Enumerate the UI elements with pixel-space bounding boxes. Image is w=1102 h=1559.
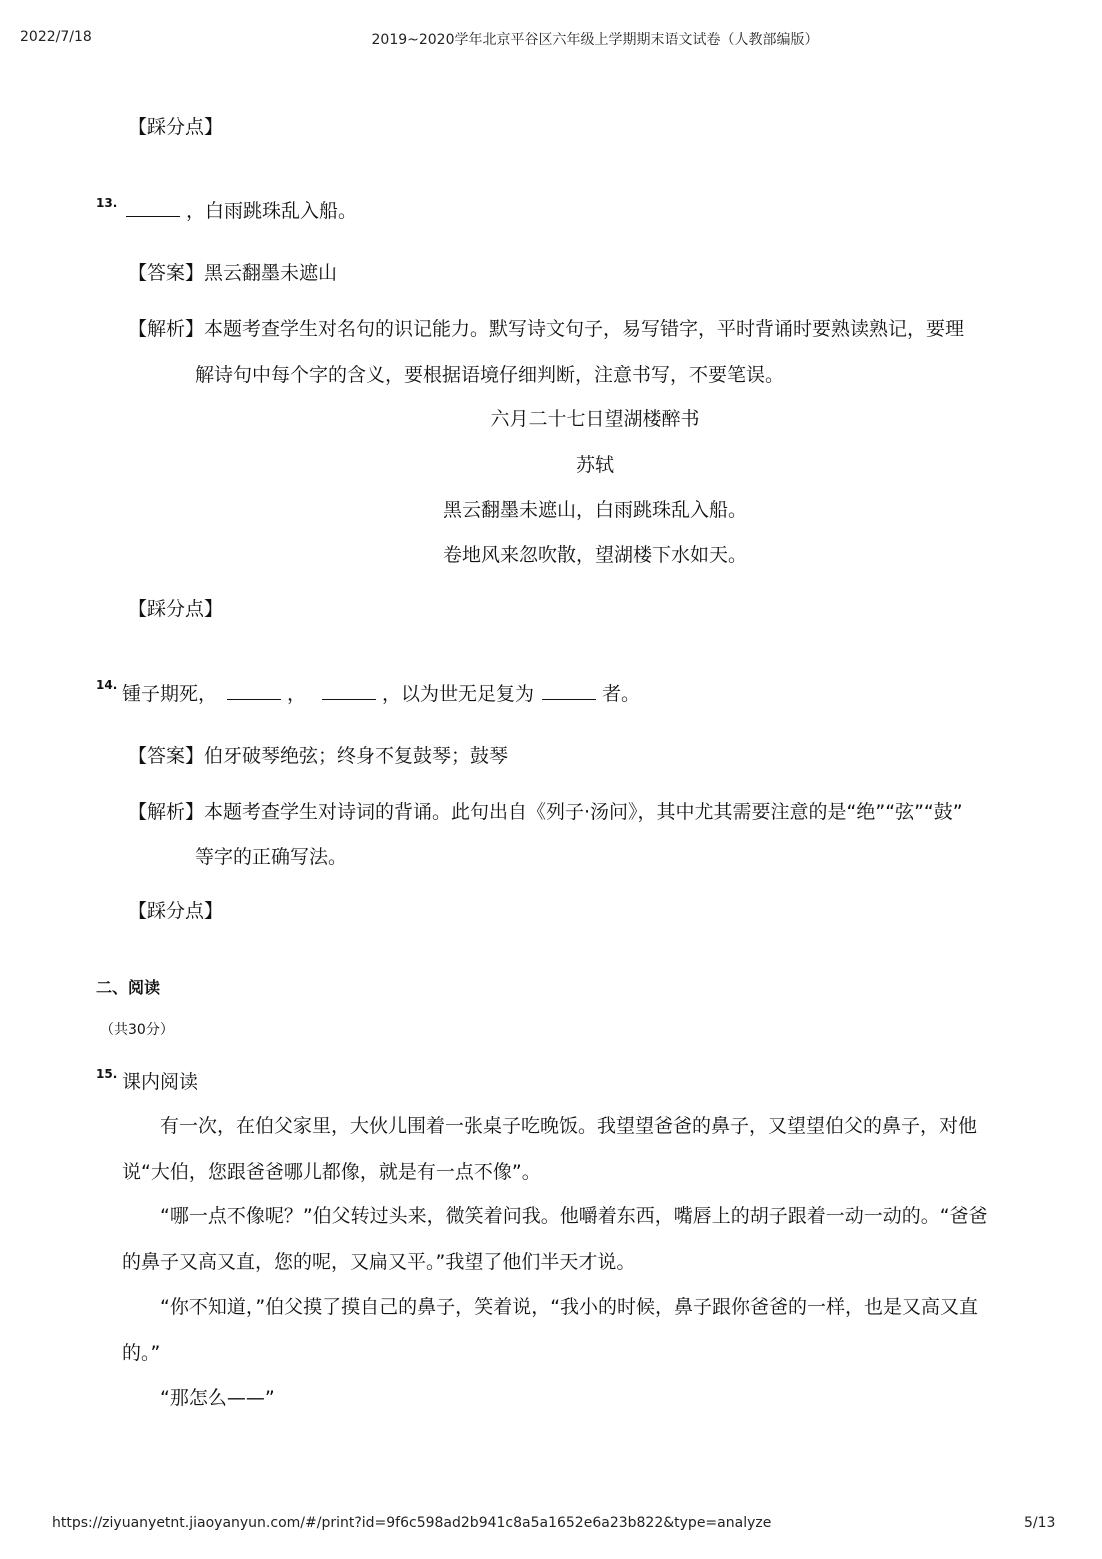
score-point-label: 【踩分点】 (128, 116, 224, 138)
section-points: （共30分） (100, 1022, 174, 1038)
question-text: ， (287, 683, 307, 705)
poem-title: 六月二十七日望湖楼醉书 (490, 408, 700, 430)
analysis-text: 【解析】本题考查学生对名句的识记能力。默写诗文句子，易写错字，平时背诵时要熟读熟记，要理 (128, 318, 965, 340)
passage-line: 说“大伯，您跟爸爸哪儿都像，就是有一点不像”。 (122, 1161, 541, 1183)
question-text: ，白雨跳珠乱入船。 (186, 200, 358, 222)
page-number: 5/13 (1024, 1515, 1056, 1531)
question-14-text (122, 680, 640, 708)
section-heading: 二、阅读 (96, 978, 161, 997)
print-date: 2022/7/18 (20, 29, 92, 45)
source-url[interactable]: https://ziyuanyetnt.jiaoyanyun.com/#/print?id=9f6c598ad2b941c8a5a1652e6a23b822&type=analyze (52, 1515, 772, 1531)
answer-text: 【答案】黑云翻墨未遮山 (128, 262, 338, 284)
passage-line: 的。” (122, 1342, 161, 1364)
poem-author: 苏轼 (575, 454, 614, 476)
question-title: 课内阅读 (122, 1071, 199, 1093)
passage-line: “你不知道，”伯父摸了摸自己的鼻子，笑着说，“我小的时候，鼻子跟你爸爸的一样，也是又高又直 (160, 1296, 979, 1318)
answer-text: 【答案】伯牙破琴绝弦；终身不复鼓琴；鼓琴 (128, 745, 509, 767)
question-text: ，以为世无足复为 (382, 683, 535, 705)
passage-line: “哪一点不像呢？”伯父转过头来，微笑着问我。他嚼着东西，嘴唇上的胡子跟着一动一动的。“爸爸 (160, 1205, 988, 1227)
analysis-text-continued: 等字的正确写法。 (195, 846, 348, 868)
poem-line: 卷地风来忽吹散，望湖楼下水如天。 (442, 544, 747, 566)
passage-line: 有一次，在伯父家里，大伙儿围着一张桌子吃晚饭。我望望爸爸的鼻子，又望望伯父的鼻子，对他 (160, 1115, 978, 1137)
score-point-label: 【踩分点】 (128, 598, 224, 620)
answer-blank (227, 683, 281, 700)
analysis-text: 【解析】本题考查学生对诗词的背诵。此句出自《列子·汤问》，其中尤其需要注意的是“绝”“弦”“鼓” (128, 801, 963, 823)
question-text: 者。 (602, 683, 641, 705)
answer-blank (542, 683, 596, 700)
passage-line: “那怎么——” (160, 1387, 275, 1409)
question-13-text (126, 197, 357, 225)
passage-line: 的鼻子又高又直，您的呢，又扁又平。”我望了他们半天才说。 (122, 1251, 636, 1273)
answer-blank (126, 200, 180, 217)
question-text: 锺子期死， (122, 683, 218, 705)
question-number: 14. (96, 678, 118, 692)
document-title: 2019~2020学年北京平谷区六年级上学期期末语文试卷（人教部编版） (371, 32, 819, 48)
poem-line: 黑云翻墨未遮山，白雨跳珠乱入船。 (442, 499, 747, 521)
score-point-label: 【踩分点】 (128, 900, 224, 922)
answer-blank (322, 683, 376, 700)
analysis-text-continued: 解诗句中每个字的含义，要根据语境仔细判断，注意书写，不要笔误。 (195, 364, 785, 386)
question-number: 13. (96, 196, 118, 210)
question-number: 15. (96, 1067, 118, 1081)
